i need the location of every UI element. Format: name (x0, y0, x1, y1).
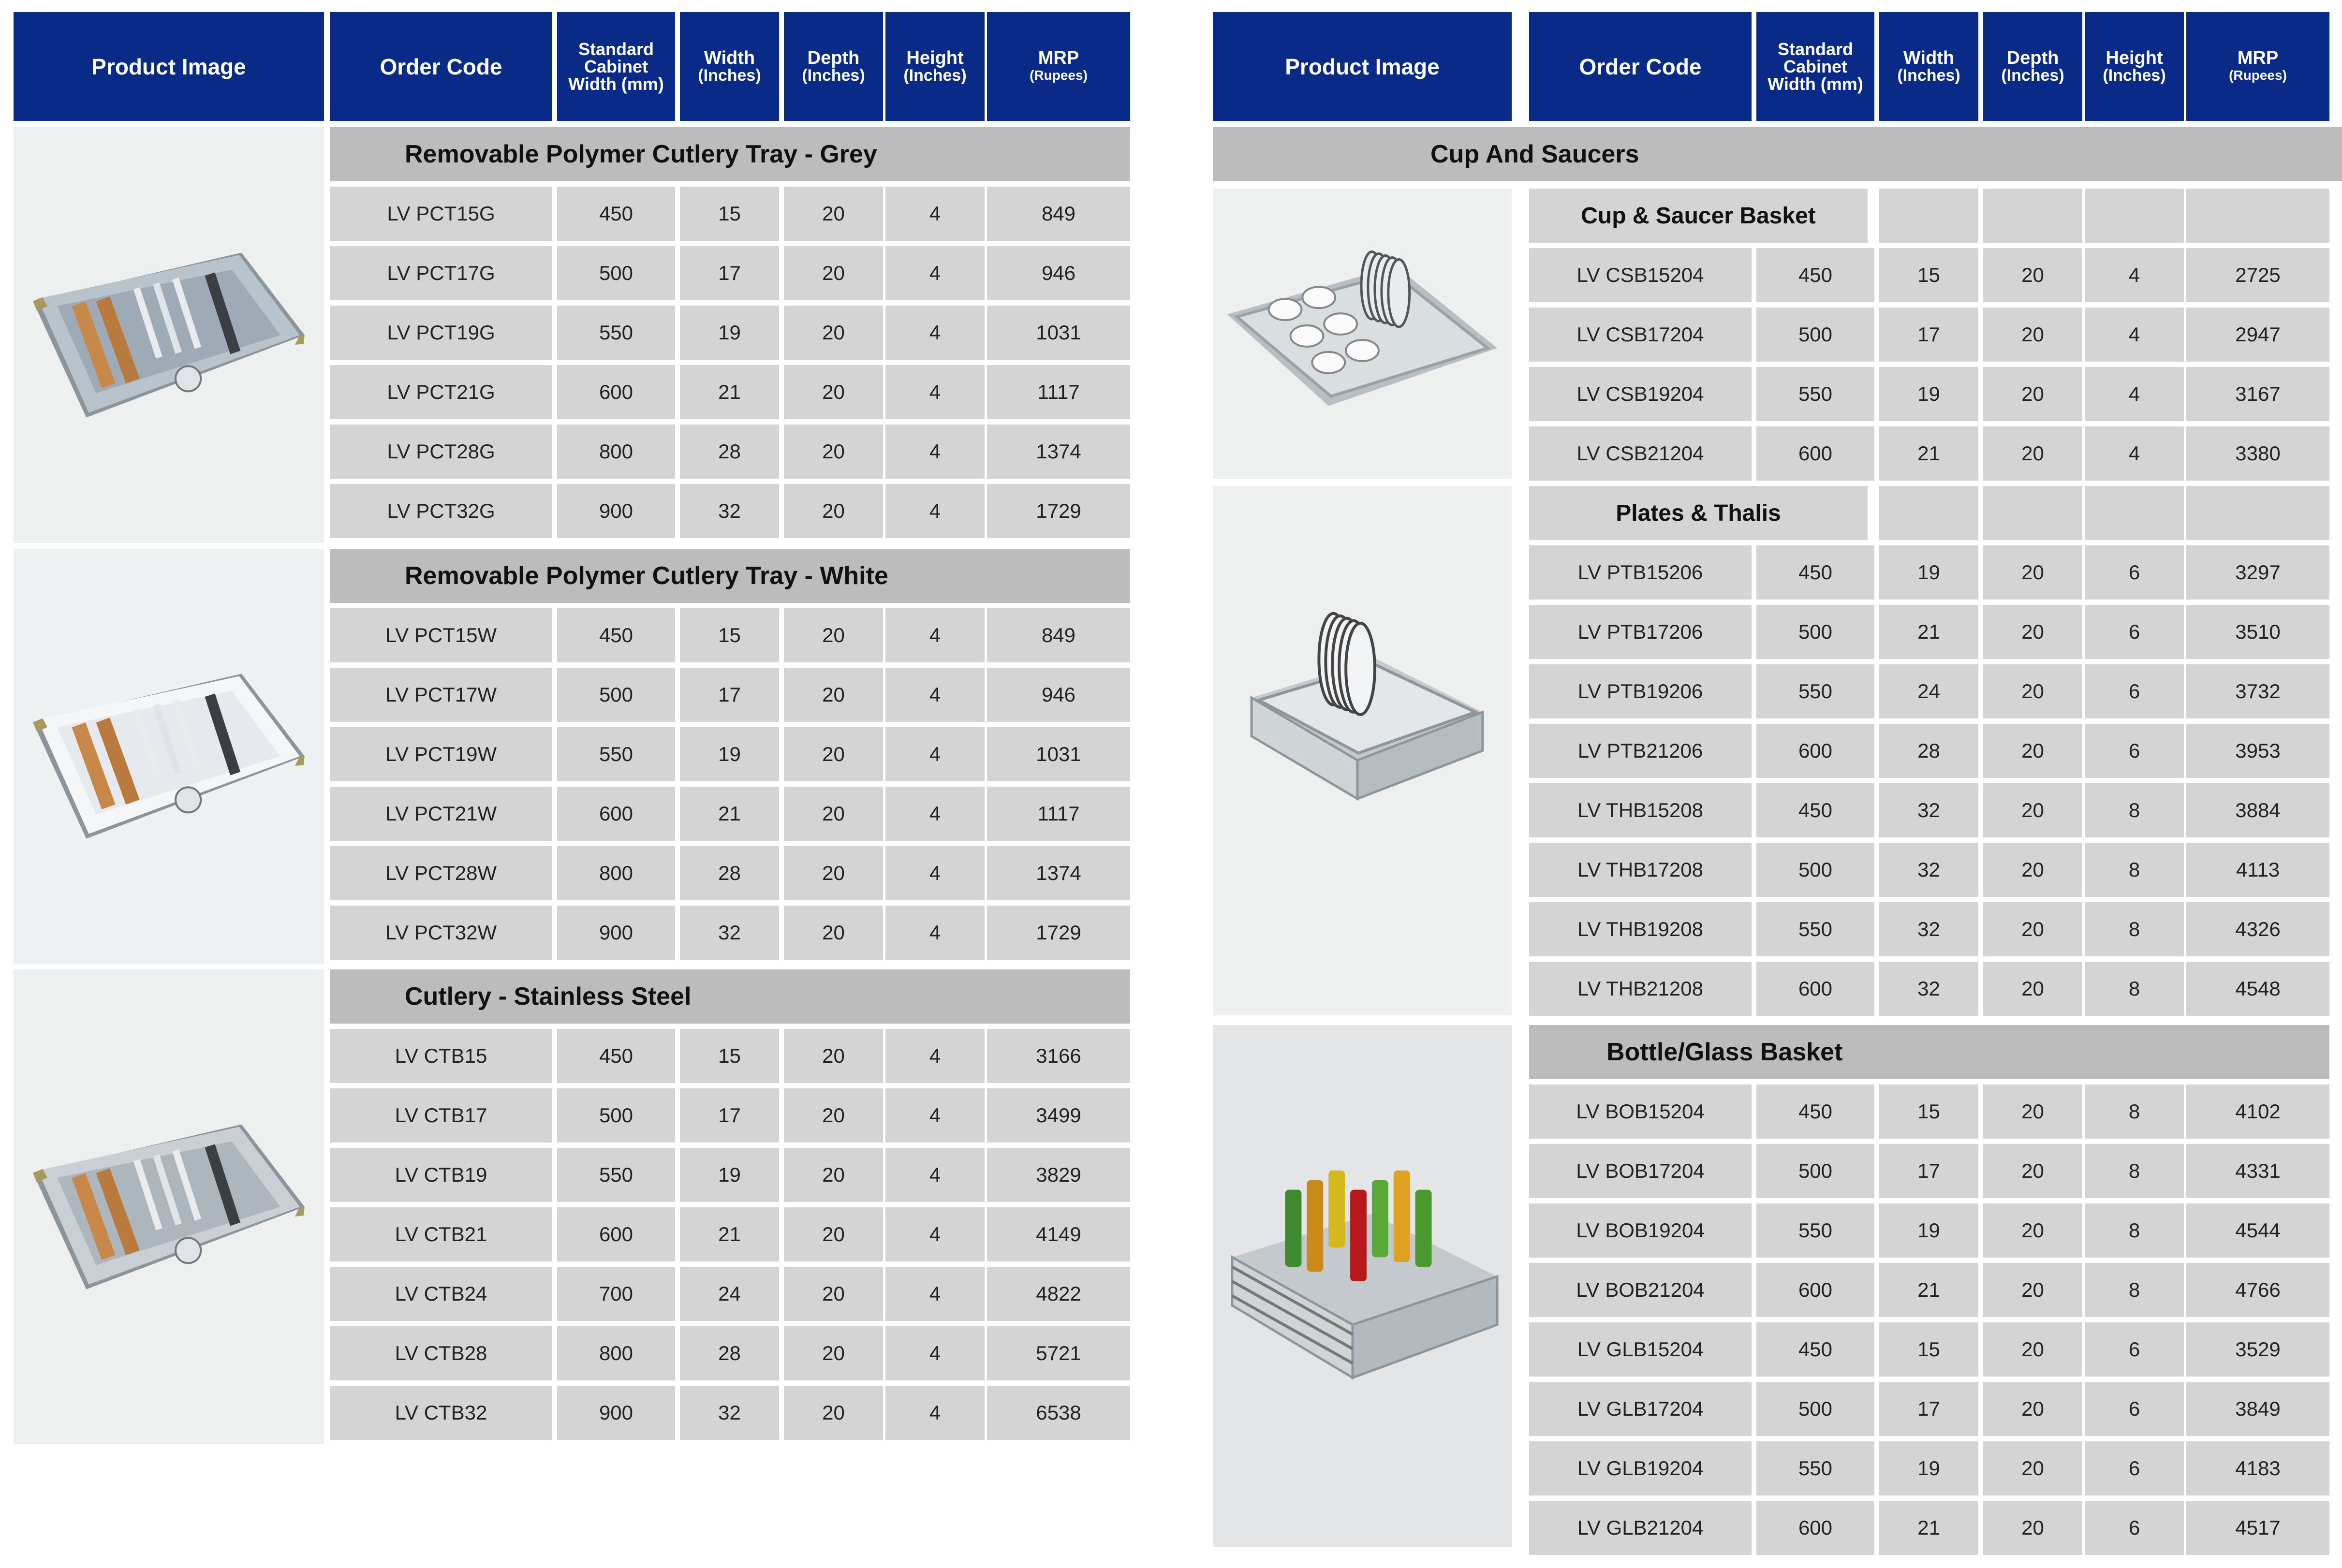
cabinet-width-header (557, 12, 675, 121)
order-code-cell: LV THB15208 (1529, 783, 1752, 837)
order-code-cell: LV PTB21206 (1529, 724, 1752, 778)
height-header-text: Height (2106, 47, 2163, 68)
product-image-header (1213, 12, 1512, 121)
mrp-header-text: (Rupees) (1030, 67, 1088, 83)
order-code-cell: LV BOB19204 (1529, 1203, 1752, 1258)
cabinet-width-header (1756, 12, 1874, 121)
cabinet-width-cell: 800 (557, 1326, 675, 1380)
order-code-cell: LV CSB19204 (1529, 367, 1752, 421)
depth-cell: 20 (1983, 1382, 2082, 1436)
depth-header (784, 12, 883, 121)
cabinet-width-cell: 600 (557, 1207, 675, 1261)
height-header-text: (Inches) (903, 66, 967, 85)
depth-cell: 20 (1983, 1501, 2082, 1555)
height-cell: 6 (2085, 1322, 2184, 1377)
width-cell: 24 (680, 1267, 779, 1321)
order-code-header-text: Order Code (1579, 54, 1702, 79)
mrp-cell: 6538 (987, 1386, 1130, 1440)
plate-thali-basket-image (1213, 486, 1512, 1015)
depth-cell: 20 (1983, 962, 2082, 1016)
height-cell: 4 (885, 306, 985, 360)
depth-cell: 20 (784, 484, 883, 538)
mrp-cell: 4326 (2186, 902, 2329, 956)
subsection-title: Bottle/Glass Basket (1529, 1025, 2329, 1079)
height-header-text: Height (906, 47, 964, 68)
order-code-cell: LV GLB17204 (1529, 1382, 1752, 1436)
height-cell: 4 (885, 1207, 985, 1261)
cabinet-width-cell: 500 (1756, 308, 1874, 362)
cabinet-width-cell: 600 (557, 787, 675, 841)
width-cell: 32 (1879, 843, 1978, 897)
width-header (1879, 12, 1978, 121)
order-code-cell: LV CTB28 (330, 1326, 552, 1380)
height-cell: 4 (885, 668, 985, 722)
mrp-cell: 3829 (987, 1148, 1130, 1202)
depth-cell: 20 (784, 1386, 883, 1440)
width-cell: 28 (680, 425, 779, 479)
depth-cell: 20 (784, 1267, 883, 1321)
mrp-cell: 1729 (987, 906, 1130, 960)
cabinet-width-cell: 450 (1756, 1084, 1874, 1139)
width-cell: 19 (680, 727, 779, 781)
section-title: Removable Polymer Cutlery Tray - Grey (330, 127, 1130, 181)
mrp-cell: 1117 (987, 787, 1130, 841)
height-cell: 6 (2085, 1441, 2184, 1495)
width-cell: 19 (1879, 1441, 1978, 1495)
height-header-text: (Inches) (2103, 66, 2166, 85)
width-cell: 17 (1879, 1144, 1978, 1198)
mrp-cell: 4113 (2186, 843, 2329, 897)
height-cell: 8 (2085, 962, 2184, 1016)
cabinet-width-cell: 600 (1756, 962, 1874, 1016)
order-code-cell: LV THB19208 (1529, 902, 1752, 956)
cabinet-width-cell: 500 (1756, 843, 1874, 897)
product-image-header (14, 12, 324, 121)
depth-header (1983, 12, 2082, 121)
height-cell: 4 (885, 846, 985, 900)
width-cell: 24 (1879, 664, 1978, 718)
height-cell: 4 (885, 484, 985, 538)
mrp-cell: 1031 (987, 727, 1130, 781)
width-cell: 15 (1879, 248, 1978, 302)
height-cell: 6 (2085, 1501, 2184, 1555)
order-code-cell: LV PCT21W (330, 787, 552, 841)
mrp-cell: 2947 (2186, 308, 2329, 362)
mrp-cell: 3167 (2186, 367, 2329, 421)
cabinet-width-cell: 700 (557, 1267, 675, 1321)
width-cell: 15 (680, 187, 779, 241)
order-code-cell: LV GLB19204 (1529, 1441, 1752, 1495)
grey-cutlery-tray-image (14, 127, 324, 543)
mrp-cell: 4822 (987, 1267, 1130, 1321)
depth-cell: 20 (1983, 1441, 2082, 1495)
cabinet-width-cell: 550 (557, 306, 675, 360)
width-cell: 21 (1879, 426, 1978, 481)
mrp-cell: 3849 (2186, 1382, 2329, 1436)
cabinet-width-cell: 800 (557, 425, 675, 479)
depth-cell: 20 (784, 365, 883, 419)
order-code-cell: LV CSB15204 (1529, 248, 1752, 302)
width-cell: 32 (680, 484, 779, 538)
depth-cell: 20 (784, 1207, 883, 1261)
cup-saucer-basket-image (1213, 189, 1512, 479)
depth-cell: 20 (784, 246, 883, 300)
order-code-cell: LV PCT19G (330, 306, 552, 360)
height-cell: 4 (885, 1386, 985, 1440)
height-cell: 4 (885, 1029, 985, 1083)
height-cell: 8 (2085, 902, 2184, 956)
width-cell: 15 (1879, 1322, 1978, 1377)
empty-cell (1983, 486, 2082, 540)
cabinet-width-cell: 500 (557, 1088, 675, 1143)
depth-cell: 20 (1983, 308, 2082, 362)
width-cell: 19 (1879, 367, 1978, 421)
width-cell: 21 (680, 1207, 779, 1261)
mrp-cell: 2725 (2186, 248, 2329, 302)
width-cell: 19 (680, 1148, 779, 1202)
height-cell: 4 (2085, 426, 2184, 481)
order-code-cell: LV CTB24 (330, 1267, 552, 1321)
height-cell: 6 (2085, 724, 2184, 778)
cabinet-width-cell: 550 (1756, 902, 1874, 956)
order-code-cell: LV PCT28G (330, 425, 552, 479)
depth-cell: 20 (1983, 724, 2082, 778)
mrp-cell: 849 (987, 608, 1130, 662)
width-cell: 15 (680, 608, 779, 662)
order-code-cell: LV PCT17W (330, 668, 552, 722)
order-code-cell: LV CTB17 (330, 1088, 552, 1143)
height-cell: 6 (2085, 664, 2184, 718)
order-code-cell: LV CTB21 (330, 1207, 552, 1261)
height-cell: 8 (2085, 1263, 2184, 1317)
cabinet-width-cell: 550 (557, 1148, 675, 1202)
cabinet-width-cell: 450 (1756, 783, 1874, 837)
width-cell: 28 (680, 846, 779, 900)
order-code-cell: LV PCT28W (330, 846, 552, 900)
mrp-header-text: MRP (1038, 47, 1079, 68)
order-code-cell: LV BOB15204 (1529, 1084, 1752, 1139)
height-cell: 4 (885, 365, 985, 419)
mrp-cell: 3732 (2186, 664, 2329, 718)
section-title-cup-and-saucers: Cup And Saucers (1213, 127, 2342, 181)
width-cell: 17 (680, 1088, 779, 1143)
order-code-header (330, 12, 552, 121)
order-code-cell: LV CTB15 (330, 1029, 552, 1083)
width-cell: 32 (1879, 783, 1978, 837)
mrp-cell: 3499 (987, 1088, 1130, 1143)
mrp-cell: 4149 (987, 1207, 1130, 1261)
depth-cell: 20 (784, 1326, 883, 1380)
mrp-cell: 1374 (987, 846, 1130, 900)
height-cell: 4 (2085, 367, 2184, 421)
mrp-cell: 3510 (2186, 605, 2329, 659)
width-cell: 15 (680, 1029, 779, 1083)
height-cell: 8 (2085, 1144, 2184, 1198)
mrp-cell: 946 (987, 668, 1130, 722)
order-code-cell: LV PCT21G (330, 365, 552, 419)
height-header (2085, 12, 2184, 121)
order-code-cell: LV THB21208 (1529, 962, 1752, 1016)
depth-cell: 20 (784, 668, 883, 722)
width-cell: 17 (680, 246, 779, 300)
order-code-cell: LV CTB19 (330, 1148, 552, 1202)
width-cell: 32 (680, 1386, 779, 1440)
cabinet-width-header-text: Standard (1777, 39, 1854, 59)
mrp-cell: 3529 (2186, 1322, 2329, 1377)
width-cell: 21 (680, 787, 779, 841)
cabinet-width-cell: 450 (557, 1029, 675, 1083)
white-cutlery-tray-image (14, 549, 324, 964)
empty-cell (1983, 189, 2082, 243)
empty-cell (2085, 486, 2184, 540)
width-header-text: Width (704, 47, 755, 68)
width-cell: 15 (1879, 1084, 1978, 1139)
height-cell: 4 (885, 246, 985, 300)
width-cell: 21 (1879, 1263, 1978, 1317)
width-cell: 17 (1879, 308, 1978, 362)
cabinet-width-cell: 500 (1756, 1382, 1874, 1436)
height-cell: 4 (885, 787, 985, 841)
cabinet-width-cell: 900 (557, 906, 675, 960)
width-cell: 21 (1879, 605, 1978, 659)
empty-cell (2085, 189, 2184, 243)
cabinet-width-cell: 450 (1756, 1322, 1874, 1377)
depth-cell: 20 (784, 1148, 883, 1202)
mrp-cell: 4544 (2186, 1203, 2329, 1258)
depth-cell: 20 (784, 727, 883, 781)
order-code-cell: LV CSB17204 (1529, 308, 1752, 362)
depth-cell: 20 (1983, 1322, 2082, 1377)
cabinet-width-cell: 500 (557, 246, 675, 300)
width-cell: 21 (680, 365, 779, 419)
height-cell: 4 (885, 1088, 985, 1143)
height-cell: 4 (885, 1148, 985, 1202)
mrp-cell: 946 (987, 246, 1130, 300)
depth-cell: 20 (1983, 545, 2082, 600)
empty-cell (2186, 486, 2329, 540)
depth-cell: 20 (784, 906, 883, 960)
cabinet-width-cell: 450 (557, 187, 675, 241)
product-image-header-text: Product Image (1285, 54, 1440, 79)
cabinet-width-cell: 900 (557, 484, 675, 538)
depth-header-text: (Inches) (2001, 66, 2064, 85)
height-cell: 4 (885, 1326, 985, 1380)
cabinet-width-cell: 450 (1756, 545, 1874, 600)
order-code-cell: LV PCT15W (330, 608, 552, 662)
order-code-header (1529, 12, 1752, 121)
cabinet-width-cell: 600 (557, 365, 675, 419)
width-cell: 17 (680, 668, 779, 722)
bottle-glass-basket-image (1213, 1025, 1512, 1547)
order-code-cell: LV PTB15206 (1529, 545, 1752, 600)
mrp-cell: 3884 (2186, 783, 2329, 837)
height-cell: 4 (885, 187, 985, 241)
depth-cell: 20 (784, 787, 883, 841)
cabinet-width-header-text: Cabinet (584, 56, 648, 76)
mrp-cell: 5721 (987, 1326, 1130, 1380)
height-header (885, 12, 985, 121)
height-cell: 8 (2085, 843, 2184, 897)
order-code-cell: LV CSB21204 (1529, 426, 1752, 481)
cabinet-width-cell: 550 (1756, 1203, 1874, 1258)
width-header-text: Width (1903, 47, 1955, 68)
height-cell: 6 (2085, 545, 2184, 600)
height-cell: 6 (2085, 1382, 2184, 1436)
cabinet-width-header-text: Standard (578, 39, 654, 59)
width-header-text: (Inches) (698, 66, 761, 85)
depth-cell: 20 (1983, 902, 2082, 956)
height-cell: 8 (2085, 783, 2184, 837)
mrp-cell: 849 (987, 187, 1130, 241)
section-title: Cutlery - Stainless Steel (330, 969, 1130, 1024)
depth-cell: 20 (784, 425, 883, 479)
mrp-cell: 3297 (2186, 545, 2329, 600)
height-cell: 4 (885, 425, 985, 479)
cabinet-width-cell: 900 (557, 1386, 675, 1440)
order-code-cell: LV PCT19W (330, 727, 552, 781)
depth-cell: 20 (1983, 248, 2082, 302)
width-header-text: (Inches) (1897, 66, 1960, 85)
cabinet-width-cell: 550 (1756, 367, 1874, 421)
cabinet-width-cell: 500 (557, 668, 675, 722)
mrp-cell: 4331 (2186, 1144, 2329, 1198)
order-code-cell: LV PCT15G (330, 187, 552, 241)
cabinet-width-cell: 550 (1756, 1441, 1874, 1495)
cabinet-width-cell: 800 (557, 846, 675, 900)
cabinet-width-cell: 550 (557, 727, 675, 781)
depth-cell: 20 (784, 187, 883, 241)
order-code-cell: LV PCT17G (330, 246, 552, 300)
height-cell: 4 (885, 906, 985, 960)
mrp-cell: 1031 (987, 306, 1130, 360)
height-cell: 8 (2085, 1203, 2184, 1258)
depth-header-text: (Inches) (802, 66, 865, 85)
height-cell: 4 (2085, 308, 2184, 362)
cabinet-width-cell: 500 (1756, 605, 1874, 659)
cabinet-width-cell: 600 (1756, 724, 1874, 778)
order-code-cell: LV PTB17206 (1529, 605, 1752, 659)
mrp-cell: 1374 (987, 425, 1130, 479)
mrp-header (2186, 12, 2329, 121)
product-image-header-text: Product Image (91, 54, 246, 79)
order-code-cell: LV BOB17204 (1529, 1144, 1752, 1198)
subsection-title: Cup & Saucer Basket (1529, 189, 1868, 243)
depth-cell: 20 (784, 846, 883, 900)
mrp-header (987, 12, 1130, 121)
cabinet-width-cell: 600 (1756, 426, 1874, 481)
width-cell: 28 (680, 1326, 779, 1380)
order-code-cell: LV CTB32 (330, 1386, 552, 1440)
mrp-cell: 3380 (2186, 426, 2329, 481)
height-cell: 4 (885, 1267, 985, 1321)
depth-cell: 20 (1983, 783, 2082, 837)
depth-cell: 20 (784, 306, 883, 360)
mrp-cell: 4766 (2186, 1263, 2329, 1317)
order-code-cell: LV PCT32G (330, 484, 552, 538)
width-cell: 32 (1879, 902, 1978, 956)
cabinet-width-header-text: Cabinet (1783, 56, 1847, 76)
mrp-cell: 4102 (2186, 1084, 2329, 1139)
depth-cell: 20 (1983, 1203, 2082, 1258)
height-cell: 6 (2085, 605, 2184, 659)
empty-cell (1879, 189, 1978, 243)
height-cell: 4 (885, 608, 985, 662)
width-cell: 32 (1879, 962, 1978, 1016)
order-code-cell: LV BOB21204 (1529, 1263, 1752, 1317)
depth-cell: 20 (1983, 367, 2082, 421)
order-code-cell: LV PCT32W (330, 906, 552, 960)
subsection-title: Plates & Thalis (1529, 486, 1868, 540)
cabinet-width-cell: 600 (1756, 1263, 1874, 1317)
order-code-cell: LV GLB15204 (1529, 1322, 1752, 1377)
width-cell: 28 (1879, 724, 1978, 778)
depth-cell: 20 (784, 1029, 883, 1083)
mrp-cell: 4548 (2186, 962, 2329, 1016)
order-code-header-text: Order Code (380, 54, 502, 79)
height-cell: 4 (885, 727, 985, 781)
width-cell: 19 (1879, 545, 1978, 600)
depth-cell: 20 (1983, 426, 2082, 481)
cabinet-width-cell: 450 (1756, 248, 1874, 302)
mrp-cell: 1117 (987, 365, 1130, 419)
height-cell: 8 (2085, 1084, 2184, 1139)
depth-cell: 20 (1983, 664, 2082, 718)
mrp-header-text: (Rupees) (2229, 67, 2287, 83)
mrp-cell: 3166 (987, 1029, 1130, 1083)
mrp-cell: 4183 (2186, 1441, 2329, 1495)
height-cell: 4 (2085, 248, 2184, 302)
depth-header-text: Depth (807, 47, 860, 68)
depth-cell: 20 (1983, 1144, 2082, 1198)
width-cell: 19 (680, 306, 779, 360)
mrp-cell: 3953 (2186, 724, 2329, 778)
order-code-cell: LV PTB19206 (1529, 664, 1752, 718)
depth-cell: 20 (784, 1088, 883, 1143)
cabinet-width-header-text: Width (mm) (1768, 73, 1863, 94)
depth-cell: 20 (784, 608, 883, 662)
width-header (680, 12, 779, 121)
cabinet-width-cell: 600 (1756, 1501, 1874, 1555)
mrp-header-text: MRP (2237, 47, 2279, 68)
order-code-cell: LV GLB21204 (1529, 1501, 1752, 1555)
cabinet-width-header-text: Width (mm) (568, 73, 664, 94)
width-cell: 17 (1879, 1382, 1978, 1436)
cabinet-width-cell: 550 (1756, 664, 1874, 718)
depth-cell: 20 (1983, 1263, 2082, 1317)
depth-cell: 20 (1983, 605, 2082, 659)
depth-header-text: Depth (2006, 47, 2059, 68)
order-code-cell: LV THB17208 (1529, 843, 1752, 897)
depth-cell: 20 (1983, 1084, 2082, 1139)
width-cell: 21 (1879, 1501, 1978, 1555)
width-cell: 32 (680, 906, 779, 960)
mrp-cell: 4517 (2186, 1501, 2329, 1555)
cabinet-width-cell: 500 (1756, 1144, 1874, 1198)
empty-cell (2186, 189, 2329, 243)
steel-cutlery-tray-image (14, 969, 324, 1444)
empty-cell (1879, 486, 1978, 540)
width-cell: 19 (1879, 1203, 1978, 1258)
depth-cell: 20 (1983, 843, 2082, 897)
cabinet-width-cell: 450 (557, 608, 675, 662)
mrp-cell: 1729 (987, 484, 1130, 538)
section-title: Removable Polymer Cutlery Tray - White (330, 549, 1130, 603)
